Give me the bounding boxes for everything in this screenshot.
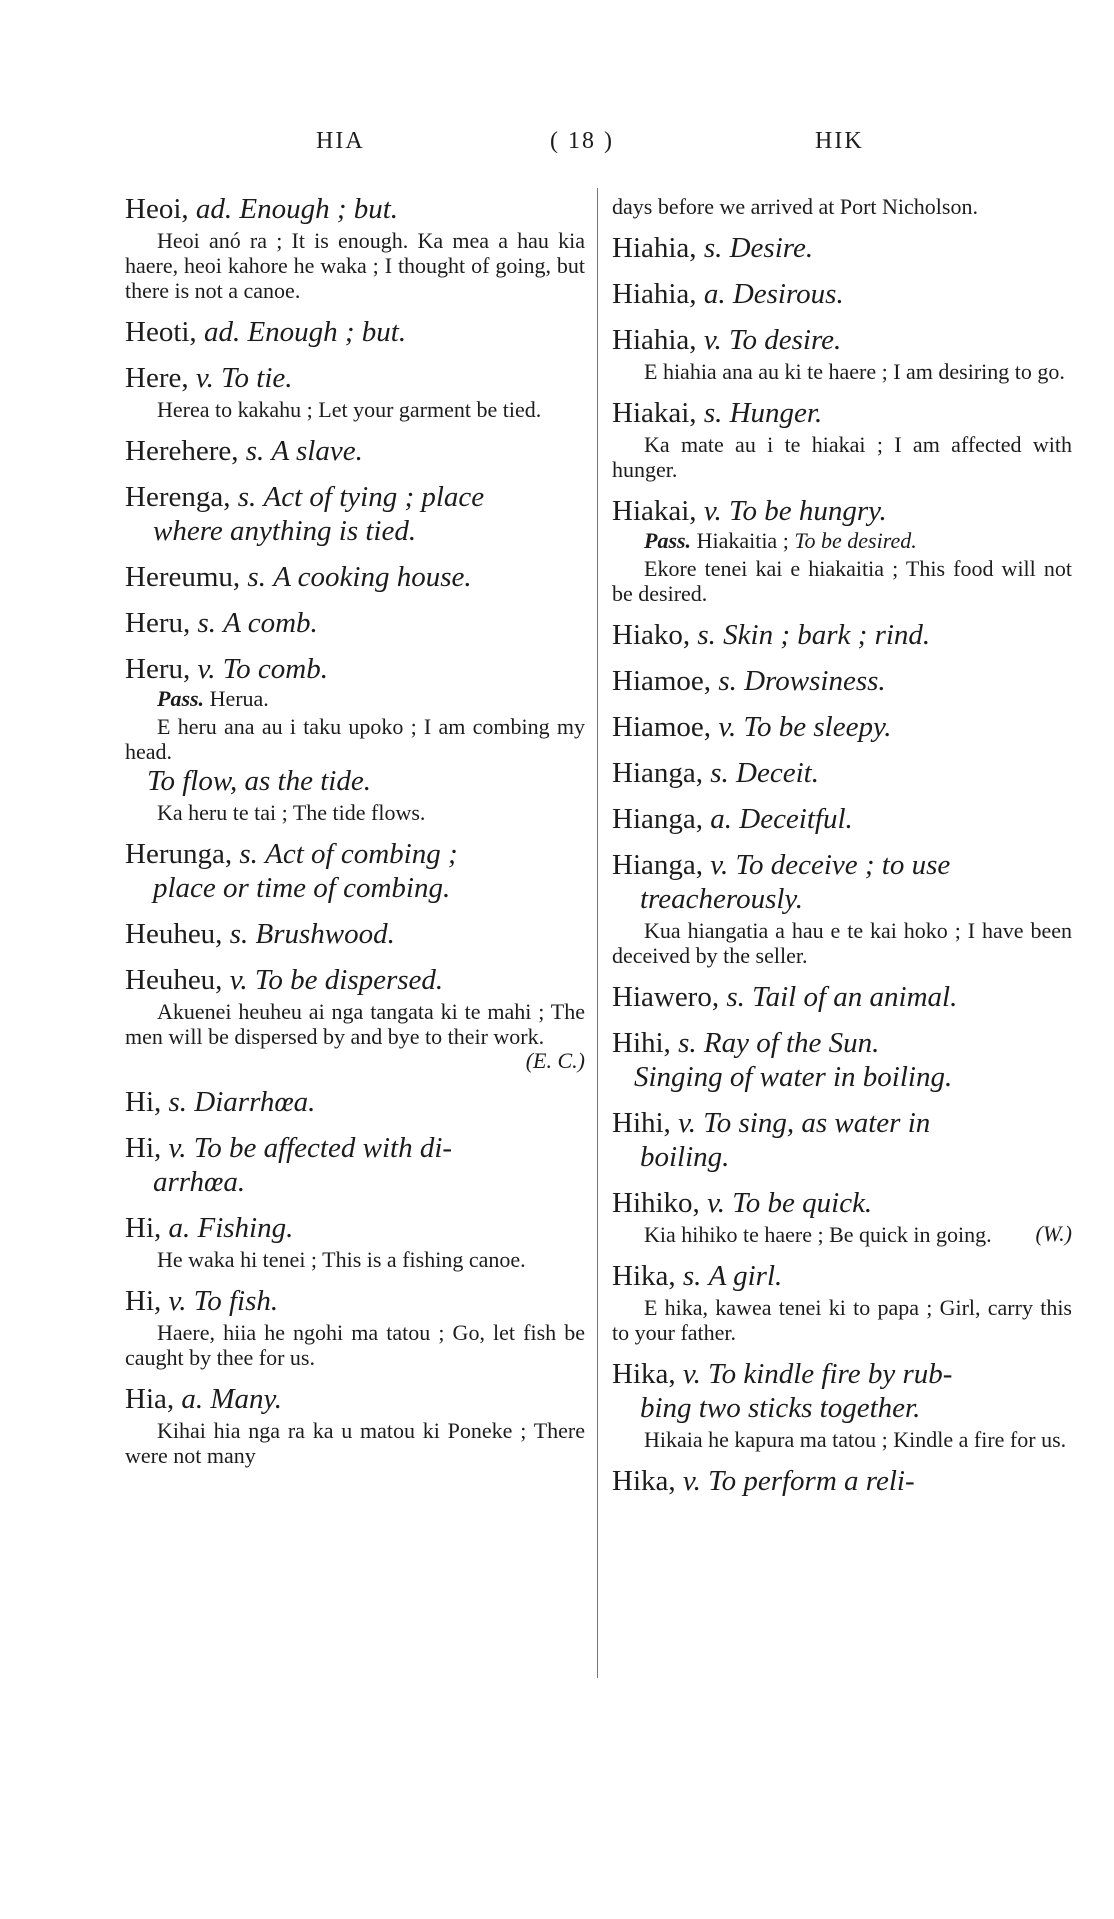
headword: Hika, (612, 1465, 676, 1497)
headword-line (125, 1284, 585, 1318)
entry-heru-s (125, 606, 585, 640)
entry-hiawero-s (612, 980, 1072, 1014)
headword: Heru, (125, 607, 191, 639)
entry-hi-v-fish (125, 1284, 585, 1370)
running-header (0, 128, 1114, 168)
headword: Heru, (125, 653, 191, 685)
entry-hereumu-s (125, 560, 585, 594)
headword-line (125, 192, 585, 226)
part-of-speech: s. (710, 757, 729, 789)
headword-line (612, 1259, 1072, 1293)
definition-continued (612, 882, 1072, 916)
headword: Herenga, (125, 481, 231, 513)
headword-line (612, 323, 1072, 357)
definition: Enough ; but. (247, 316, 407, 348)
entry-herenga-s (125, 480, 585, 548)
headword-line (612, 1464, 1072, 1498)
definition-continued (125, 1165, 585, 1199)
entry-hiako-s (612, 618, 1072, 652)
entry-hihi-v (612, 1106, 1072, 1174)
part-of-speech: v. (682, 1358, 701, 1390)
header-left-guide: HIA (316, 128, 365, 154)
definition: To be dispersed. (254, 964, 444, 996)
part-of-speech: ad. (203, 316, 241, 348)
header-right-guide: HIK (815, 128, 864, 154)
part-of-speech: s. (237, 481, 257, 513)
part-of-speech: s. (718, 665, 737, 697)
headword: Hiahia, (612, 278, 697, 310)
part-of-speech: s. (703, 232, 723, 264)
entry-hihiko-v (612, 1186, 1072, 1247)
headword-line (612, 494, 1072, 528)
entry-heoti-ad (125, 315, 585, 349)
part-of-speech: v. (195, 362, 214, 394)
definition: Many. (210, 1383, 283, 1415)
definition: To be affected with di- (193, 1132, 453, 1164)
definition: Act of tying ; place (263, 481, 485, 513)
definition: Deceit. (736, 757, 819, 789)
entry-here-v (125, 361, 585, 422)
example: E hiahia ana au ki te haere ; I am desiring to go. (644, 359, 1065, 384)
part-of-speech: s. (197, 607, 217, 639)
headword-line (125, 361, 585, 395)
definition: Act of combing ; (265, 838, 458, 870)
definition-continued (612, 1391, 1072, 1425)
headword-line (612, 277, 1072, 311)
entry-hika-s (612, 1259, 1072, 1345)
part-of-speech: s. (697, 619, 716, 651)
example: Hikaia he kapura ma tatou ; Kindle a fire for us. (644, 1427, 1067, 1452)
part-of-speech: s. (245, 435, 265, 467)
definition: A cooking house. (273, 561, 472, 593)
headword-line (612, 848, 1072, 882)
headword: Heuheu, (125, 964, 223, 996)
column-divider (597, 188, 598, 1678)
part-of-speech: s. (239, 838, 258, 870)
headword-line (125, 963, 585, 997)
passive-form (612, 528, 1072, 554)
part-of-speech: a. (181, 1383, 204, 1415)
headword-line (612, 396, 1072, 430)
definition: To tie. (221, 362, 293, 394)
headword-line (612, 710, 1072, 744)
headword: Hi, (125, 1132, 162, 1164)
headword-line (125, 1211, 585, 1245)
definition: Drowsiness. (744, 665, 886, 697)
part-of-speech: v. (197, 653, 216, 685)
headword-line (125, 434, 585, 468)
headword-line (612, 664, 1072, 698)
example: Ekore tenei kai e hiakaitia ; This food will not be desired. (612, 556, 1072, 606)
part-of-speech: s. (703, 397, 723, 429)
entry-hiamoe-v (612, 710, 1072, 744)
headword: Hi, (125, 1285, 162, 1317)
passive-label: Pass. (157, 686, 205, 711)
example: Akuenei heuheu ai nga tangata ki te mahi ; The men will be dispersed by and bye to their work. (125, 999, 585, 1049)
headword-line (125, 480, 585, 514)
headword-line (125, 837, 585, 871)
entry-hiahia-s (612, 231, 1072, 265)
right-column (612, 192, 1072, 1510)
example: Kua hiangatia a hau e te kai hoko ; I have been deceived by the seller. (612, 918, 1072, 968)
headword-line (612, 802, 1072, 836)
headword-line (612, 1106, 1072, 1140)
part-of-speech: v. (707, 1187, 726, 1219)
headword-line (612, 756, 1072, 790)
definition: To kindle fire by rub- (708, 1358, 953, 1390)
part-of-speech: v. (682, 1465, 701, 1497)
example: Kihai hia nga ra ka u matou ki Poneke ; There were not many (125, 1418, 585, 1468)
entry-hiahia-v (612, 323, 1072, 384)
part-of-speech: s. (678, 1027, 697, 1059)
passive-word: Hiakaitia ; (696, 528, 789, 553)
definition: To perform a reli- (708, 1465, 915, 1497)
part-of-speech: v. (710, 849, 729, 881)
definition: A slave. (271, 435, 363, 467)
entry-hiamoe-s (612, 664, 1072, 698)
entry-herunga-s (125, 837, 585, 905)
definition: To sing, as water in (703, 1107, 931, 1139)
headword-line (612, 1186, 1072, 1220)
source-citation: (W.) (1035, 1221, 1072, 1246)
example: Kia hihiko te haere ; Be quick in going. (644, 1222, 992, 1247)
entry-hianga-s (612, 756, 1072, 790)
definition: Diarrhœa. (194, 1086, 316, 1118)
entry-hika-v-kindle (612, 1357, 1072, 1452)
headword: Hihi, (612, 1027, 671, 1059)
definition: A comb. (223, 607, 318, 639)
headword-line (612, 1026, 1072, 1060)
part-of-speech: s. (229, 918, 249, 950)
entry-heoi-ad (125, 192, 585, 303)
definition-continued (125, 514, 585, 548)
headword-line (125, 315, 585, 349)
headword: Hiakai, (612, 495, 697, 527)
definition: Hunger. (729, 397, 823, 429)
headword-line (125, 652, 585, 686)
headword: Hiako, (612, 619, 691, 651)
entry-hiakai-s (612, 396, 1072, 482)
headword: Hi, (125, 1212, 162, 1244)
headword-line (612, 618, 1072, 652)
definition-continued-text: bing two sticks together. (640, 1392, 921, 1424)
headword: Hiakai, (612, 397, 697, 429)
headword: Hianga, (612, 757, 703, 789)
headword: Herunga, (125, 838, 233, 870)
definition: Tail of an animal. (752, 981, 958, 1013)
entry-herehere-s (125, 434, 585, 468)
definition: Deceitful. (739, 803, 853, 835)
definition-continued-text: arrhœa. (153, 1166, 246, 1198)
definition: To deceive ; to use (735, 849, 951, 881)
headword: Heoti, (125, 316, 197, 348)
headword: Hiahia, (612, 232, 697, 264)
part-of-speech: s. (726, 981, 745, 1013)
headword: Hia, (125, 1383, 175, 1415)
headword-line (125, 606, 585, 640)
continued-example (612, 194, 1072, 219)
headword: Hihiko, (612, 1187, 700, 1219)
part-of-speech: v. (168, 1285, 187, 1317)
definition: To comb. (222, 653, 328, 685)
example-with-source (612, 1222, 1072, 1247)
example: He waka hi tenei ; This is a fishing canoe. (157, 1247, 526, 1272)
definition: Ray of the Sun. (703, 1027, 880, 1059)
example-2: Ka heru te tai ; The tide flows. (157, 800, 426, 825)
page-number: ( 18 ) (550, 128, 614, 154)
example: Ka mate au i te hiakai ; I am affected with hunger. (612, 432, 1072, 482)
entry-hi-a (125, 1211, 585, 1272)
headword: Heoi, (125, 193, 189, 225)
definition: To desire. (729, 324, 842, 356)
part-of-speech: v. (168, 1132, 187, 1164)
part-of-speech: a. (710, 803, 732, 835)
headword: Hi, (125, 1086, 162, 1118)
headword: Hereumu, (125, 561, 241, 593)
headword-line (125, 560, 585, 594)
headword: Hiamoe, (612, 665, 712, 697)
definition-continued-text: where anything is tied. (153, 515, 417, 547)
headword: Hihi, (612, 1107, 671, 1139)
headword: Hiahia, (612, 324, 697, 356)
sub-sense: To flow, as the tide. (147, 765, 371, 797)
definition: Desirous. (732, 278, 844, 310)
entry-hianga-a (612, 802, 1072, 836)
passive-label: Pass. (644, 528, 692, 553)
definition-continued-text: treacherously. (640, 883, 803, 915)
definition: To be quick. (732, 1187, 873, 1219)
headword-line (125, 1085, 585, 1119)
headword: Hika, (612, 1358, 676, 1390)
passive-word: Herua. (209, 686, 269, 711)
entry-heru-v (125, 652, 585, 825)
part-of-speech: a. (168, 1212, 191, 1244)
headword: Hika, (612, 1260, 676, 1292)
definition: Brushwood. (255, 918, 395, 950)
part-of-speech: v. (703, 495, 722, 527)
headword: Hianga, (612, 849, 703, 881)
example: Haere, hiia he ngohi ma tatou ; Go, let fish be caught by thee for us. (125, 1320, 585, 1370)
part-of-speech: v. (718, 711, 737, 743)
part-of-speech: v. (229, 964, 248, 996)
source-citation: (E. C.) (525, 1048, 585, 1073)
definition: To fish. (193, 1285, 279, 1317)
entry-hi-s (125, 1085, 585, 1119)
sub-sense: Singing of water in boiling. (634, 1061, 953, 1093)
headword-line (612, 980, 1072, 1014)
part-of-speech: s. (168, 1086, 188, 1118)
example: E heru ana au i taku upoko ; I am combing my head. (125, 714, 585, 764)
definition: Fishing. (197, 1212, 294, 1244)
example: Heoi anó ra ; It is enough. Ka mea a hau kia haere, heoi kahore he waka ; I thought of going, but there is not a canoe. (125, 228, 585, 303)
entry-hianga-v (612, 848, 1072, 968)
headword-line (612, 1357, 1072, 1391)
headword-line (612, 231, 1072, 265)
headword-line (125, 1131, 585, 1165)
entry-hiahia-a (612, 277, 1072, 311)
passive-form (125, 686, 585, 712)
part-of-speech: a. (703, 278, 726, 310)
definition: To be sleepy. (743, 711, 892, 743)
entry-hi-v-affected (125, 1131, 585, 1199)
entry-hia-a (125, 1382, 585, 1468)
headword: Heuheu, (125, 918, 223, 950)
left-column (125, 192, 585, 1480)
definition-continued-text: place or time of combing. (153, 872, 451, 904)
definition: A girl. (708, 1260, 783, 1292)
example: Herea to kakahu ; Let your garment be tied. (157, 397, 542, 422)
passive-definition: To be desired. (794, 528, 917, 553)
definition-continued (612, 1140, 1072, 1174)
entry-hika-v-perform (612, 1464, 1072, 1498)
definition: Enough ; but. (239, 193, 399, 225)
example-continued: days before we arrived at Port Nicholson. (612, 194, 978, 219)
definition: Skin ; bark ; rind. (723, 619, 931, 651)
definition: Desire. (729, 232, 814, 264)
definition-continued (125, 871, 585, 905)
headword: Hiamoe, (612, 711, 712, 743)
example: E hika, kawea tenei ki to papa ; Girl, carry this to your father. (612, 1295, 1072, 1345)
headword-line (125, 1382, 585, 1416)
part-of-speech: v. (703, 324, 722, 356)
entry-heuheu-v (125, 963, 585, 1073)
headword-line (125, 917, 585, 951)
headword: Hiawero, (612, 981, 720, 1013)
definition-continued-text: boiling. (640, 1141, 730, 1173)
headword: Hianga, (612, 803, 703, 835)
part-of-speech: s. (682, 1260, 702, 1292)
part-of-speech: v. (678, 1107, 697, 1139)
definition: To be hungry. (729, 495, 887, 527)
part-of-speech: ad. (195, 193, 233, 225)
entry-hihi-s (612, 1026, 1072, 1094)
headword: Here, (125, 362, 189, 394)
entry-heuheu-s (125, 917, 585, 951)
headword: Herehere, (125, 435, 239, 467)
part-of-speech: s. (247, 561, 266, 593)
entry-hiakai-v (612, 494, 1072, 606)
